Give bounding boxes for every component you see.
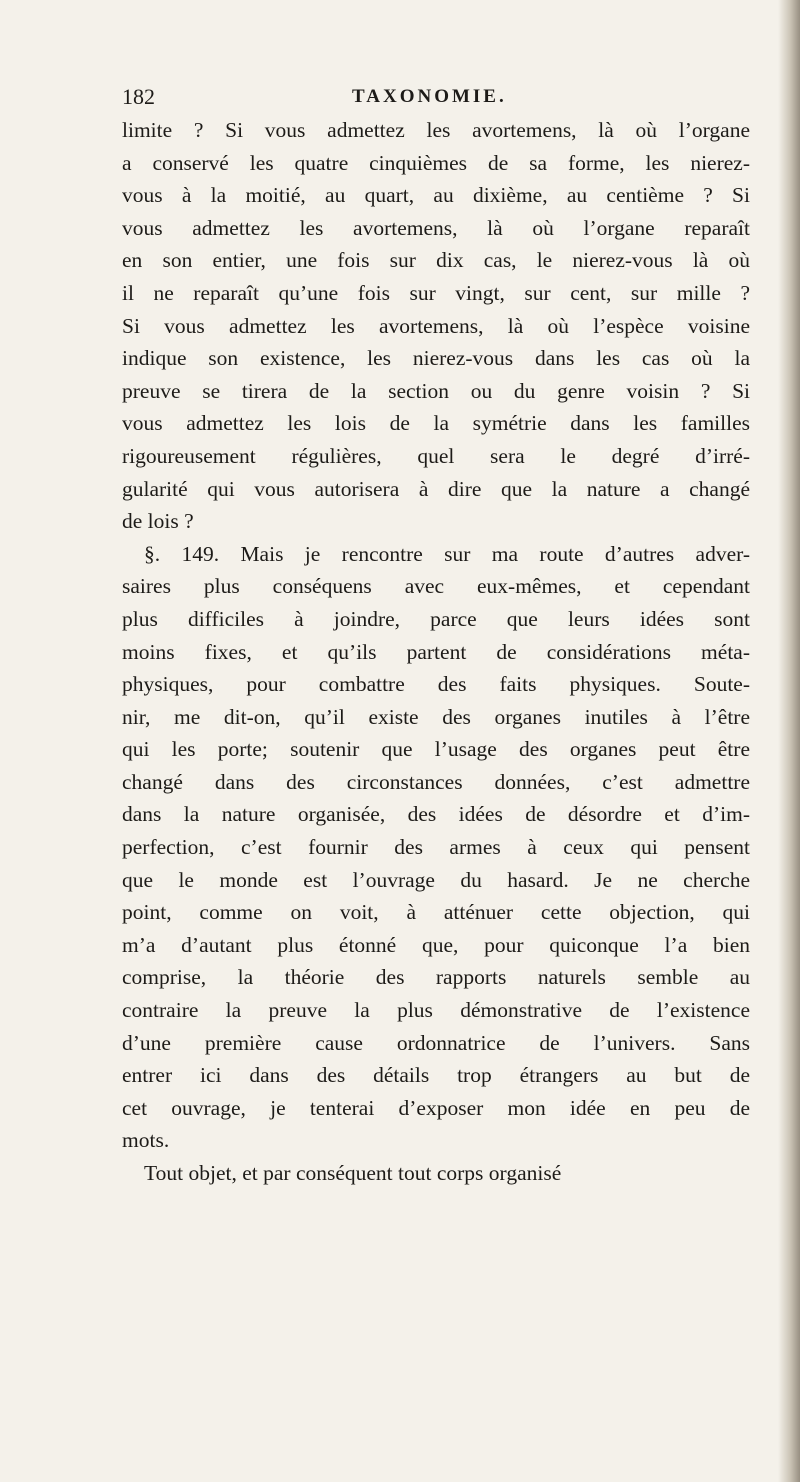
text-line: a conservé les quatre cinquièmes de sa forme, les nierez-	[122, 150, 750, 175]
text-line: point, comme on voit, à atténuer cette objection, qui	[122, 900, 750, 925]
text-line: cet ouvrage, je tenterai d’exposer mon idée en peu de	[122, 1095, 750, 1120]
text-line: perfection, c’est fournir des armes à ceux qui pensent	[122, 835, 750, 860]
text-line: rigoureusement régulières, quel sera le degré d’irré-	[122, 443, 750, 468]
text-line: comprise, la théorie des rapports naturels semble au	[122, 965, 750, 990]
text-line: il ne reparaît qu’une fois sur vingt, sur cent, sur mille ?	[122, 280, 750, 305]
text-line: entrer ici dans des détails trop étrangers au but de	[122, 1063, 750, 1088]
text-line: que le monde est l’ouvrage du hasard. Je ne cherche	[122, 867, 750, 892]
text-line: saires plus conséquens avec eux-mêmes, et cependant	[122, 574, 750, 599]
section-start-line: §. 149. Mais je rencontre sur ma route d’autres adver-	[144, 541, 750, 566]
text-line: moins fixes, et qu’ils partent de considérations méta-	[122, 639, 750, 664]
text-line: Si vous admettez les avortemens, là où l’espèce voisine	[122, 313, 750, 338]
text-line: indique son existence, les nierez-vous dans les cas où la	[122, 346, 750, 371]
paragraph-end-line: mots.	[122, 1128, 170, 1153]
text-line: en son entier, une fois sur dix cas, le nierez-vous là où	[122, 248, 750, 273]
text-line: vous admettez les avortemens, là où l’organe reparaît	[122, 215, 750, 240]
page-header	[122, 84, 742, 114]
text-line: gularité qui vous autorisera à dire que la nature a changé	[122, 476, 750, 501]
text-line: d’une première cause ordonnatrice de l’univers. Sans	[122, 1030, 750, 1055]
text-line: preuve se tirera de la section ou du genre voisin ? Si	[122, 378, 750, 403]
body-text	[122, 114, 750, 1190]
page-edge-shadow	[778, 0, 800, 1482]
text-line: limite ? Si vous admettez les avortemens, là où l’organe	[122, 118, 750, 142]
page-number: 182	[122, 84, 155, 109]
text-line: changé dans des circonstances données, c’est admettre	[122, 769, 750, 794]
paragraph-end-line: de lois ?	[122, 509, 194, 534]
text-line: nir, me dit-on, qu’il existe des organes inutiles à l’être	[122, 704, 750, 729]
paragraph-start-line: Tout objet, et par conséquent tout corps organisé	[144, 1161, 562, 1185]
text-line: vous admettez les lois de la symétrie dans les familles	[122, 411, 750, 436]
text-line: contraire la preuve la plus démonstrative de l’existence	[122, 998, 750, 1023]
text-line: qui les porte; soutenir que l’usage des organes peut être	[122, 737, 750, 762]
running-head: TAXONOMIE.	[352, 86, 507, 107]
text-line: physiques, pour combattre des faits physiques. Soute-	[122, 672, 750, 697]
text-line: vous à la moitié, au quart, au dixième, au centième ? Si	[122, 183, 750, 208]
text-line: m’a d’autant plus étonné que, pour quiconque l’a bien	[122, 932, 750, 957]
text-line: plus difficiles à joindre, parce que leurs idées sont	[122, 606, 750, 631]
text-line: dans la nature organisée, des idées de désordre et d’im-	[122, 802, 750, 827]
